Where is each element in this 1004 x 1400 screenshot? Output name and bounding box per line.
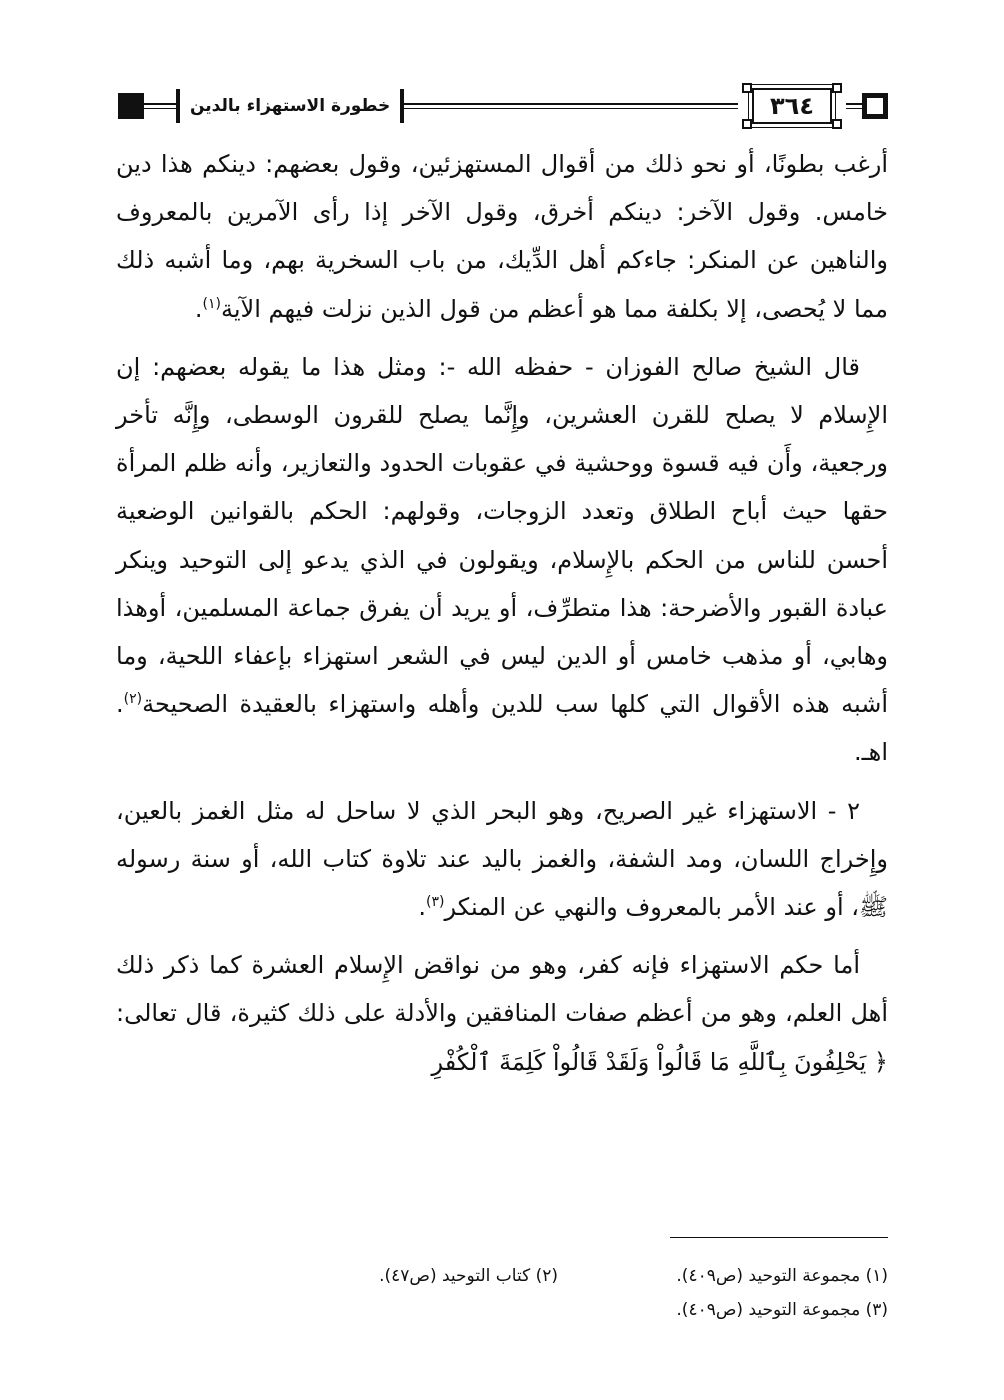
page-number-frame bbox=[738, 85, 846, 127]
page-number: ٣٦٤ bbox=[770, 92, 814, 120]
paragraph bbox=[116, 343, 888, 777]
footnote-row bbox=[116, 1294, 888, 1328]
paragraph-text: قال الشيخ صالح الفوزان - حفظه الله -: ومثل هذا ما يقوله بعضهم: إن الإِسلام لا يصلح للقرن العشرين، وإِنَّما يصلح للقرون الوسطى، وإِنَّه تأخر ورجعية، وأَن فيه قسوة ووحشية في عقوبات الحدود والتعازير، وأنه ظلم المرأة حقها حيث أباح الطلاق وتعدد الزوجات، وقولهم: الحكم بالقوانين الوضعية أحسن للناس من الحكم بالإِسلام، ويقولون في الذي يدعو إلى التوحيد وينكر عبادة القبور والأضرحة: هذا متطرِّف، أو يريد أن يفرق جماعة المسلمين، أوهذا وهابي، أو مذهب خامس أو الدين ليس في الشعر استهزاء بإعفاء اللحية، وما أشبه هذه الأقوال التي كلها سب للدين وأهله واستهزاء بالعقيدة الصحيحة bbox=[116, 352, 888, 719]
header-ornament-hollow-square bbox=[862, 93, 888, 119]
paragraph-text: أرغب بطونًا، أو نحو ذلك من أقوال المستهزئين، وقول بعضهم: دينكم هذا دين خامس. وقول الآخر: دينكم أخرق، وقول الآخر إذا رأى الآمرين بالمعروف والناهين عن المنكر: جاءكم أهل الدِّيك، من باب السخرية بهم، وما أشبه ذلك مما لا يُحصى، إلا بكلفة مما هو أعظم من قول الذين نزلت فيهم الآية bbox=[116, 150, 888, 323]
footnote-row bbox=[116, 1260, 888, 1294]
paragraph bbox=[116, 941, 888, 1086]
paragraph-text: أما حكم الاستهزاء فإنه كفر، وهو من نواقض الإِسلام العشرة كما ذكر ذلك أهل العلم، وهو من أعظم صفات المنافقين والأدلة على ذلك كثيرة، قال تعالى: ﴿ يَحْلِفُونَ بِٱللَّهِ مَا قَالُواْ وَلَقَدْ قَالُواْ كَلِمَةَ ٱلْكُفْرِ bbox=[116, 951, 888, 1076]
frame-corner-ornament bbox=[742, 83, 752, 93]
footnote-ref: (٣) bbox=[425, 894, 445, 911]
page-body bbox=[116, 140, 888, 1096]
frame-corner-ornament bbox=[832, 119, 842, 129]
paragraph-end: . اهـ. bbox=[116, 690, 888, 767]
footnote-ref: (٢) bbox=[123, 691, 143, 708]
paragraph-end: . bbox=[418, 893, 426, 922]
paragraph bbox=[116, 787, 888, 932]
book-title: خطورة الاستهزاء بالدين bbox=[176, 89, 404, 123]
footnote: (١) مجموعة التوحيد (ص٤٠٩). bbox=[676, 1266, 888, 1286]
footnote: (٣) مجموعة التوحيد (ص٤٠٩). bbox=[676, 1300, 888, 1320]
footnote-ref: (١) bbox=[202, 295, 221, 312]
paragraph-end: . bbox=[194, 294, 203, 323]
paragraph-text: ٢ - الاستهزاء غير الصريح، وهو البحر الذي لا ساحل له مثل الغمز بالعين، وإِخراج اللسان، ومد الشفة، والغمز باليد عند تلاوة كتاب الله، أو سنة رسوله ﷺ، أو عند الأمر بالمعروف والنهي عن المنكر bbox=[116, 796, 888, 922]
frame-corner-ornament bbox=[832, 83, 842, 93]
footnotes bbox=[116, 1260, 888, 1328]
footnote: (٢) كتاب التوحيد (ص٤٧). bbox=[379, 1266, 558, 1286]
paragraph bbox=[116, 140, 888, 333]
frame-corner-ornament bbox=[742, 119, 752, 129]
header-ornament-filled-square bbox=[118, 93, 144, 119]
footnote-separator bbox=[670, 1237, 888, 1238]
running-header bbox=[118, 85, 888, 127]
